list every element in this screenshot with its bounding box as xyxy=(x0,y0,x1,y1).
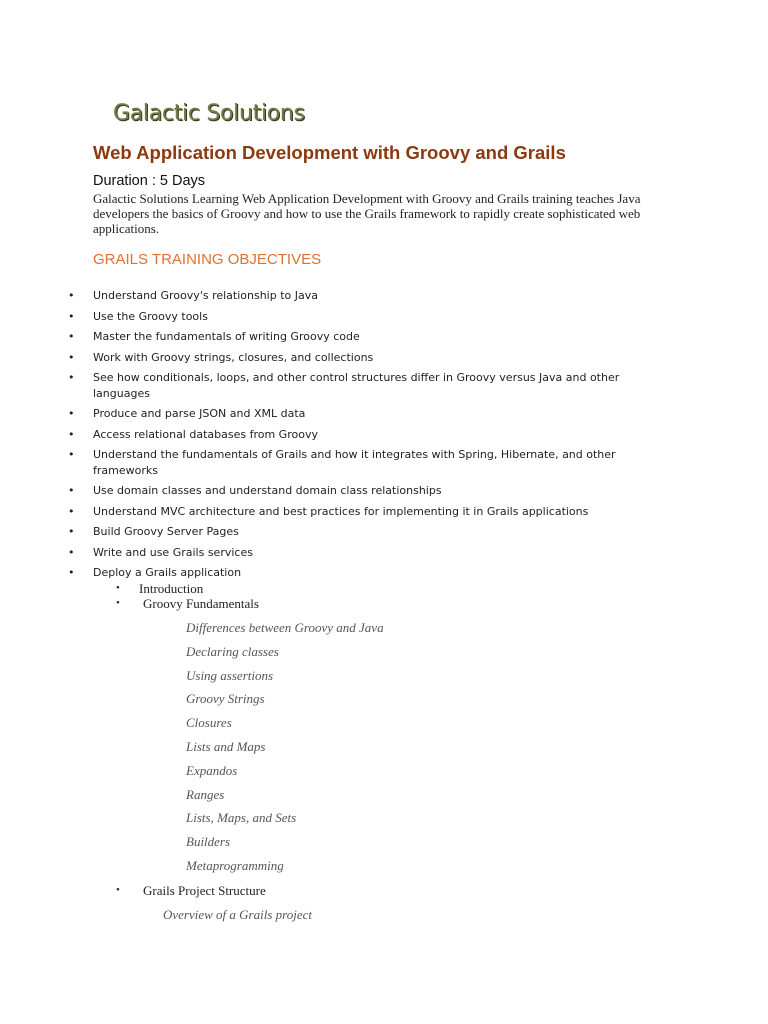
objective-text: Understand Groovy's relationship to Java xyxy=(93,289,318,302)
objective-text: See how conditionals, loops, and other control structures differ in Groovy versus Java and other languages xyxy=(93,371,620,400)
logo-text: Galactic Solutions xyxy=(113,101,305,126)
groovy-topics-list xyxy=(186,620,384,882)
bullet-icon: • xyxy=(68,566,75,579)
objective-item xyxy=(0,370,633,401)
objective-item xyxy=(0,504,633,520)
course-description: Galactic Solutions Learning Web Application Development with Groovy and Grails training teaches Java developers the basics of Groovy and how to use the Grails framework to rapidly create sophisticated web applications. xyxy=(93,191,641,236)
objective-text: Deploy a Grails application xyxy=(93,566,242,579)
topic-item: Metaprogramming xyxy=(186,857,284,873)
objective-text: Write and use Grails services xyxy=(93,545,253,559)
objective-text: Produce and parse JSON and XML data xyxy=(93,407,306,420)
bullet-icon: • xyxy=(68,484,75,497)
topic-item: Declaring classes xyxy=(186,643,279,659)
topic-item: Ranges xyxy=(186,786,225,802)
objective-text: Master the fundamentals of writing Groovy code xyxy=(93,330,360,343)
objective-item xyxy=(0,565,633,581)
objective-text: Work with Groovy strings, closures, and collections xyxy=(93,350,374,364)
objective-item xyxy=(0,483,633,499)
topic-item: Lists and Maps xyxy=(186,738,266,754)
objectives-heading: GRAILS TRAINING OBJECTIVES xyxy=(93,251,322,268)
topic-item: Expandos xyxy=(186,762,238,778)
bullet-icon: • xyxy=(68,504,75,518)
outline-item-groovy-fundamentals xyxy=(0,596,768,611)
objective-item xyxy=(0,288,633,304)
bullet-icon: • xyxy=(68,407,75,420)
topic-item: Lists, Maps, and Sets xyxy=(186,810,297,826)
objective-text: Understand MVC architecture and best practices for implementing it in Grails applications xyxy=(93,504,589,518)
objective-text: Build Groovy Server Pages xyxy=(93,525,239,538)
topic-item: Closures xyxy=(186,715,232,731)
bullet-icon: • xyxy=(68,330,75,343)
outline-item-label: Introduction xyxy=(139,581,204,596)
topic-item: Differences between Groovy and Java xyxy=(186,620,384,635)
bullet-icon: • xyxy=(116,582,120,594)
objective-item xyxy=(0,427,633,443)
bullet-icon: • xyxy=(116,597,120,609)
topic-item: Overview of a Grails project xyxy=(163,907,312,922)
bullet-icon: • xyxy=(68,309,75,323)
objectives-list xyxy=(0,288,768,586)
bullet-icon: • xyxy=(68,448,75,461)
bullet-icon: • xyxy=(116,884,120,896)
bullet-icon: • xyxy=(68,371,75,384)
topic-item: Groovy Strings xyxy=(186,691,265,707)
objective-item xyxy=(0,524,633,540)
objective-text: Use domain classes and understand domain class relationships xyxy=(93,484,442,497)
outline-item-label: Groovy Fundamentals xyxy=(143,596,259,611)
page-title: Web Application Development with Groovy and Grails xyxy=(93,142,566,163)
course-duration: Duration : 5 Days xyxy=(93,173,206,189)
bullet-icon: • xyxy=(68,289,75,302)
topic-item: Using assertions xyxy=(186,667,274,683)
outline-list xyxy=(0,581,768,611)
objective-item xyxy=(0,350,633,366)
objective-item xyxy=(0,406,633,422)
outline-item-label: Grails Project Structure xyxy=(143,883,266,898)
bullet-icon: • xyxy=(68,427,75,441)
objective-text: Use the Groovy tools xyxy=(93,309,208,323)
objective-item xyxy=(0,329,633,345)
topic-item: Builders xyxy=(186,834,231,850)
objective-item xyxy=(0,545,633,561)
objective-item xyxy=(0,447,633,478)
bullet-icon: • xyxy=(68,525,75,538)
objective-text: Access relational databases from Groovy xyxy=(93,427,318,441)
company-logo xyxy=(113,101,305,126)
objective-text: Understand the fundamentals of Grails and how it integrates with Spring, Hibernate, and other frameworks xyxy=(93,448,616,477)
objective-item xyxy=(0,309,633,325)
outline-item-introduction xyxy=(0,581,768,596)
bullet-icon: • xyxy=(68,545,75,559)
bullet-icon: • xyxy=(68,350,75,364)
